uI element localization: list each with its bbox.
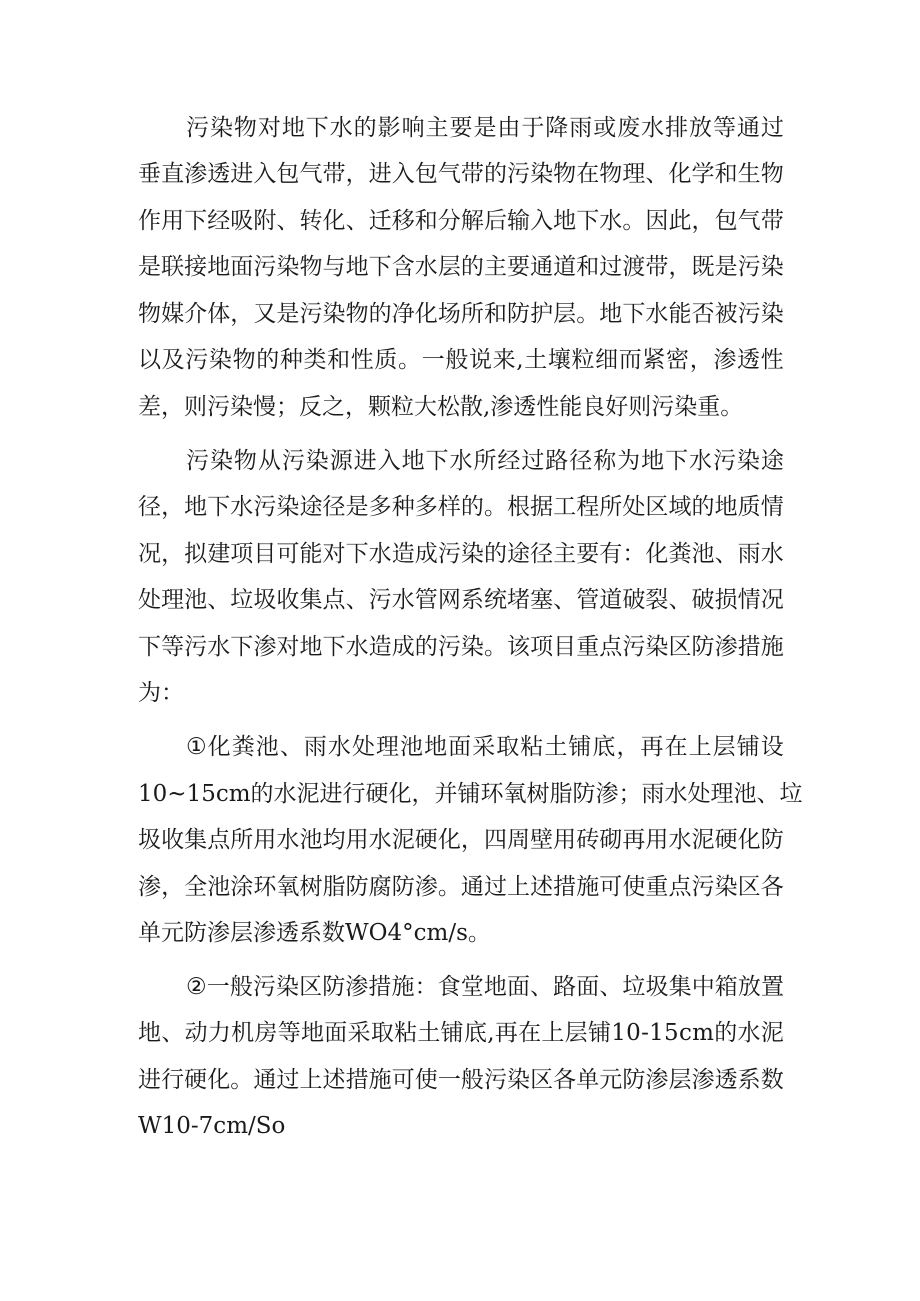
text-line: 以 及 污 染 物 的 种 类 和 性 质 。 一 般 说 来 , 土 壤 粒 细 而 紧 密 ， 渗 透 性 [138, 347, 784, 373]
text-line: 处 理 池 、 垃 圾 收 集 点 、 污 水 管 网 系 统 堵 塞 、 管 道 破 裂 、 破 损 情 况 [138, 587, 784, 613]
text-line: 污 染 物 对 地 下 水 的 影 响 主 要 是 由 于 降 雨 或 废 水 排 放 等 通 过 [186, 115, 784, 141]
text-line: ① 化 粪 池 、 雨 水 处 理 池 地 面 采 取 粘 土 铺 底 ， 再 在 上 层 铺 设 [186, 734, 784, 760]
text-line: 是 联 接 地 面 污 染 物 与 地 下 含 水 层 的 主 要 通 道 和 过 渡 带 ， 既 是 污 染 [138, 254, 784, 280]
text-line: 圾 收 集 点 所 用 水 池 均 用 水 泥 硬 化 ， 四 周 壁 用 砖 砌 再 用 水 泥 硬 化 防 [138, 827, 784, 853]
text-line: 物 媒 介 体 ， 又 是 污 染 物 的 净 化 场 所 和 防 护 层 。 地 下 水 能 否 被 污 染 [138, 301, 784, 327]
text-line: 作 用 下 经 吸 附 、 转 化 、 迁 移 和 分 解 后 输 入 地 下 水 。 因 此 ， 包 气 带 [138, 208, 784, 234]
text-line: 下 等 污 水 下 渗 对 地 下 水 造 成 的 污 染 。 该 项 目 重 点 污 染 区 防 渗 措 施 [138, 634, 784, 660]
text-line: 为： [138, 680, 184, 706]
text-line: 渗 ， 全 池 涂 环 氧 树 脂 防 腐 防 渗 。 通 过 上 述 措 施 可 使 重 点 污 染 区 各 [138, 874, 784, 900]
text-line: W10-7cm/So [138, 1113, 286, 1139]
text-line: 差，则污染慢；反之，颗粒大松散,渗透性能良好则污染重。 [138, 394, 744, 420]
text-line: 径 ， 地 下 水 污 染 途 径 是 多 种 多 样 的 。 根 据 工 程 所 处 区 域 的 地 质 情 [138, 494, 784, 520]
text-line: 况 ， 拟 建 项 目 可 能 对 下 水 造 成 污 染 的 途 径 主 要 有 ： 化 粪 池 、 雨 水 [138, 541, 784, 567]
text-line: 地 、 动 力 机 房 等 地 面 采 取 粘 土 铺 底 , 再 在 上 层 铺 1 0 - 1 5 c m 的 水 泥 [138, 1020, 784, 1046]
text-line: 单元防渗层渗透系数WO4°cm/s。 [138, 920, 491, 946]
text-line: 1 0 ~ 1 5 c m 的 水 泥 进 行 硬 化 ， 并 铺 环 氧 树 脂 防 渗 ； 雨 水 处 理 池 、 垃 [138, 781, 803, 807]
text-line: 垂 直 渗 透 进 入 包 气 带 ， 进 入 包 气 带 的 污 染 物 在 物 理 、 化 学 和 生 物 [138, 161, 784, 187]
text-line: ② 一 般 污 染 区 防 渗 措 施 ： 食 堂 地 面 、 路 面 、 垃 圾 集 中 箱 放 置 [186, 974, 784, 1000]
text-line: 进 行 硬 化 。 通 过 上 述 措 施 可 使 一 般 污 染 区 各 单 元 防 渗 层 渗 透 系 数 [138, 1067, 784, 1093]
text-line: 污 染 物 从 污 染 源 进 入 地 下 水 所 经 过 路 径 称 为 地 下 水 污 染 途 [186, 448, 784, 474]
